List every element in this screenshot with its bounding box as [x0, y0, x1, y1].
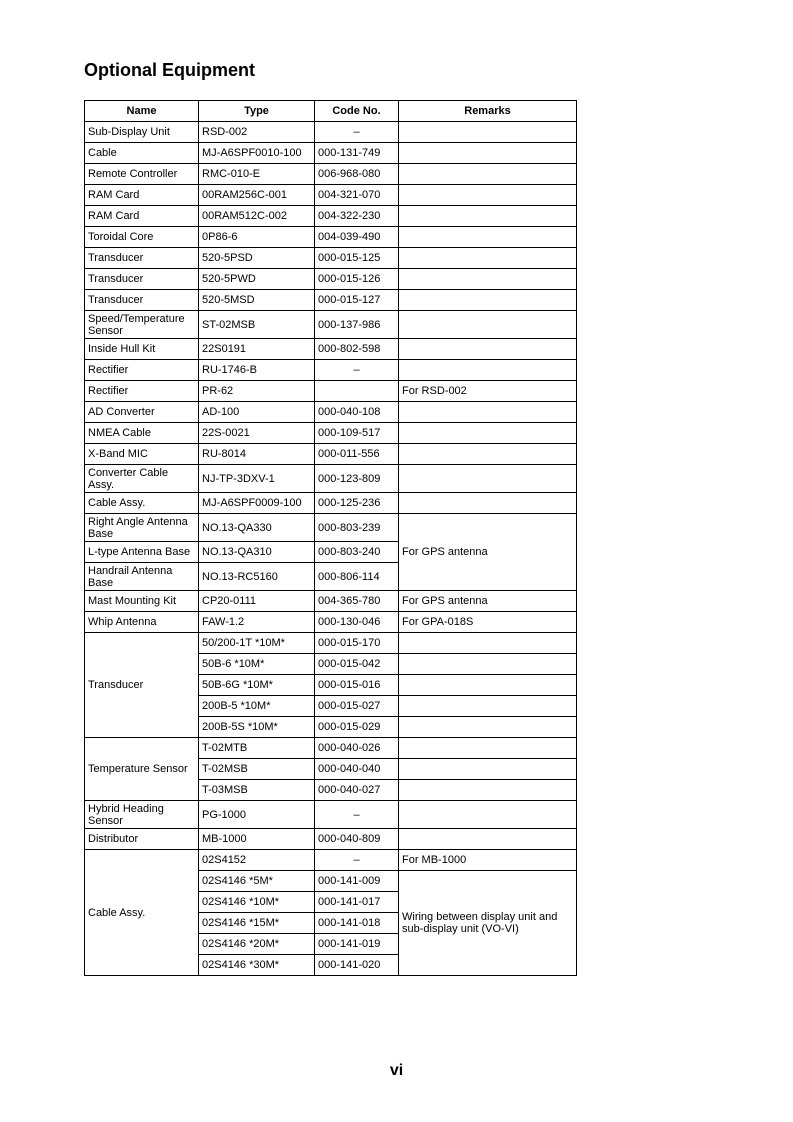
cell-code: 006-968-080	[315, 164, 399, 185]
cell-type: NO.13-QA330	[199, 514, 315, 542]
cell-code: 000-015-127	[315, 290, 399, 311]
cell-type: 02S4146 *20M*	[199, 934, 315, 955]
cell-remarks	[399, 465, 577, 493]
cell-code: 000-015-027	[315, 696, 399, 717]
table-row	[85, 143, 577, 164]
cell-name: Inside Hull Kit	[85, 339, 199, 360]
cell-remarks	[399, 402, 577, 423]
table-row	[85, 612, 577, 633]
cell-name: RAM Card	[85, 185, 199, 206]
cell-code: 000-040-108	[315, 402, 399, 423]
cell-code: 000-040-040	[315, 759, 399, 780]
cell-type: T-02MTB	[199, 738, 315, 759]
cell-code: 000-040-809	[315, 829, 399, 850]
cell-remarks: For RSD-002	[399, 381, 577, 402]
cell-remarks	[399, 227, 577, 248]
cell-code: 000-015-125	[315, 248, 399, 269]
table-row	[85, 311, 577, 339]
cell-type: 02S4146 *10M*	[199, 892, 315, 913]
table-row	[85, 248, 577, 269]
cell-code: 000-015-126	[315, 269, 399, 290]
cell-type: FAW-1.2	[199, 612, 315, 633]
cell-name: Hybrid Heading Sensor	[85, 801, 199, 829]
table-row	[85, 402, 577, 423]
header-name: Name	[85, 101, 199, 122]
cell-type: MJ-A6SPF0010-100	[199, 143, 315, 164]
table-row	[85, 290, 577, 311]
cell-remarks	[399, 493, 577, 514]
cell-code: 004-365-780	[315, 591, 399, 612]
table-row	[85, 801, 577, 829]
cell-type: MJ-A6SPF0009-100	[199, 493, 315, 514]
cell-code: 004-322-230	[315, 206, 399, 227]
cell-code: 000-040-026	[315, 738, 399, 759]
cell-code: 000-015-029	[315, 717, 399, 738]
optional-equipment-table	[84, 100, 577, 976]
cell-name: Cable Assy.	[85, 493, 199, 514]
table-row	[85, 227, 577, 248]
cell-remarks	[399, 185, 577, 206]
cell-name: Cable Assy.	[85, 850, 199, 976]
cell-type: 520-5PSD	[199, 248, 315, 269]
cell-code: 004-321-070	[315, 185, 399, 206]
cell-name: L-type Antenna Base	[85, 542, 199, 563]
cell-name: RAM Card	[85, 206, 199, 227]
cell-code: 000-141-017	[315, 892, 399, 913]
cell-type: 02S4146 *15M*	[199, 913, 315, 934]
cell-remarks	[399, 248, 577, 269]
table-row	[85, 591, 577, 612]
table-row	[85, 339, 577, 360]
cell-name: Whip Antenna	[85, 612, 199, 633]
cell-remarks	[399, 738, 577, 759]
table-row	[85, 493, 577, 514]
table-row	[85, 381, 577, 402]
cell-code: 000-125-236	[315, 493, 399, 514]
cell-name: Remote Controller	[85, 164, 199, 185]
cell-code: 000-806-114	[315, 563, 399, 591]
cell-remarks	[399, 717, 577, 738]
cell-code: –	[315, 122, 399, 143]
cell-type: PG-1000	[199, 801, 315, 829]
cell-name: Temperature Sensor	[85, 738, 199, 801]
cell-remarks	[399, 164, 577, 185]
cell-name: Toroidal Core	[85, 227, 199, 248]
cell-name: Right Angle Antenna Base	[85, 514, 199, 542]
cell-code: 000-040-027	[315, 780, 399, 801]
cell-remarks	[399, 269, 577, 290]
cell-remarks	[399, 290, 577, 311]
cell-name: Speed/Temperature Sensor	[85, 311, 199, 339]
cell-remarks	[399, 360, 577, 381]
cell-name: Transducer	[85, 248, 199, 269]
cell-type: AD-100	[199, 402, 315, 423]
header-row	[85, 101, 577, 122]
cell-code: 000-137-986	[315, 311, 399, 339]
cell-type: 22S0191	[199, 339, 315, 360]
cell-remarks	[399, 339, 577, 360]
cell-code: –	[315, 801, 399, 829]
page-title: Optional Equipment	[84, 60, 255, 80]
cell-code: 004-039-490	[315, 227, 399, 248]
cell-code: 000-141-018	[315, 913, 399, 934]
table-row	[85, 206, 577, 227]
cell-type: NO.13-QA310	[199, 542, 315, 563]
cell-name: Rectifier	[85, 381, 199, 402]
cell-remarks	[399, 122, 577, 143]
cell-code: 000-015-016	[315, 675, 399, 696]
header-remarks: Remarks	[399, 101, 577, 122]
page-number: vi	[389, 1062, 404, 1079]
cell-name: Handrail Antenna Base	[85, 563, 199, 591]
cell-code: 000-141-019	[315, 934, 399, 955]
cell-remarks	[399, 143, 577, 164]
table-row	[85, 738, 577, 759]
cell-type: 520-5MSD	[199, 290, 315, 311]
table-row	[85, 444, 577, 465]
cell-code: 000-131-749	[315, 143, 399, 164]
cell-name: Transducer	[85, 269, 199, 290]
cell-type: 22S-0021	[199, 423, 315, 444]
cell-name: Mast Mounting Kit	[85, 591, 199, 612]
cell-code: 000-141-009	[315, 871, 399, 892]
cell-type: NO.13-RC5160	[199, 563, 315, 591]
cell-remarks	[399, 759, 577, 780]
table-row	[85, 850, 577, 871]
cell-type: 02S4146 *5M*	[199, 871, 315, 892]
cell-type: 00RAM256C-001	[199, 185, 315, 206]
cell-remarks	[399, 444, 577, 465]
cell-code: 000-109-517	[315, 423, 399, 444]
cell-code: 000-123-809	[315, 465, 399, 493]
cell-type: ST-02MSB	[199, 311, 315, 339]
cell-remarks	[399, 311, 577, 339]
cell-code: 000-803-240	[315, 542, 399, 563]
cell-remarks	[399, 696, 577, 717]
cell-remarks: Wiring between display unit and sub-display unit (VO-VI)	[399, 871, 577, 976]
cell-type: 50/200-1T *10M*	[199, 633, 315, 654]
table-row	[85, 122, 577, 143]
header-type: Type	[199, 101, 315, 122]
cell-name: Transducer	[85, 290, 199, 311]
cell-remarks	[399, 801, 577, 829]
table-row	[85, 360, 577, 381]
cell-type: 02S4152	[199, 850, 315, 871]
cell-type: NJ-TP-3DXV-1	[199, 465, 315, 493]
cell-name: Sub-Display Unit	[85, 122, 199, 143]
cell-code	[315, 381, 399, 402]
cell-name: NMEA Cable	[85, 423, 199, 444]
cell-type: 02S4146 *30M*	[199, 955, 315, 976]
cell-type: MB-1000	[199, 829, 315, 850]
cell-type: T-03MSB	[199, 780, 315, 801]
cell-type: PR-62	[199, 381, 315, 402]
cell-name: AD Converter	[85, 402, 199, 423]
cell-remarks: For GPS antenna	[399, 591, 577, 612]
cell-name: X-Band MIC	[85, 444, 199, 465]
cell-code: 000-015-170	[315, 633, 399, 654]
header-code-no: Code No.	[315, 101, 399, 122]
cell-code: 000-803-239	[315, 514, 399, 542]
cell-type: T-02MSB	[199, 759, 315, 780]
cell-type: 0P86-6	[199, 227, 315, 248]
cell-type: 00RAM512C-002	[199, 206, 315, 227]
cell-code: 000-802-598	[315, 339, 399, 360]
cell-type: 520-5PWD	[199, 269, 315, 290]
table-row	[85, 829, 577, 850]
cell-type: 50B-6G *10M*	[199, 675, 315, 696]
cell-remarks	[399, 654, 577, 675]
cell-remarks	[399, 780, 577, 801]
cell-type: RU-1746-B	[199, 360, 315, 381]
cell-name: Distributor	[85, 829, 199, 850]
table-row	[85, 164, 577, 185]
cell-name: Transducer	[85, 633, 199, 738]
cell-type: RMC-010-E	[199, 164, 315, 185]
table-row	[85, 269, 577, 290]
cell-remarks	[399, 829, 577, 850]
cell-remarks: For GPS antenna	[399, 514, 577, 591]
table-row	[85, 185, 577, 206]
cell-remarks	[399, 206, 577, 227]
cell-remarks	[399, 423, 577, 444]
cell-name: Converter Cable Assy.	[85, 465, 199, 493]
cell-code: 000-011-556	[315, 444, 399, 465]
cell-type: RU-8014	[199, 444, 315, 465]
cell-code: 000-015-042	[315, 654, 399, 675]
cell-type: CP20-0111	[199, 591, 315, 612]
cell-name: Rectifier	[85, 360, 199, 381]
cell-remarks: For GPA-018S	[399, 612, 577, 633]
cell-type: 200B-5 *10M*	[199, 696, 315, 717]
cell-remarks	[399, 633, 577, 654]
table-row	[85, 465, 577, 493]
table-row	[85, 633, 577, 654]
cell-type: 50B-6 *10M*	[199, 654, 315, 675]
table-row	[85, 423, 577, 444]
cell-remarks	[399, 675, 577, 696]
cell-type: 200B-5S *10M*	[199, 717, 315, 738]
table-row	[85, 514, 577, 542]
cell-code: –	[315, 850, 399, 871]
cell-code: 000-141-020	[315, 955, 399, 976]
cell-remarks: For MB-1000	[399, 850, 577, 871]
cell-code: –	[315, 360, 399, 381]
cell-name: Cable	[85, 143, 199, 164]
cell-type: RSD-002	[199, 122, 315, 143]
cell-code: 000-130-046	[315, 612, 399, 633]
